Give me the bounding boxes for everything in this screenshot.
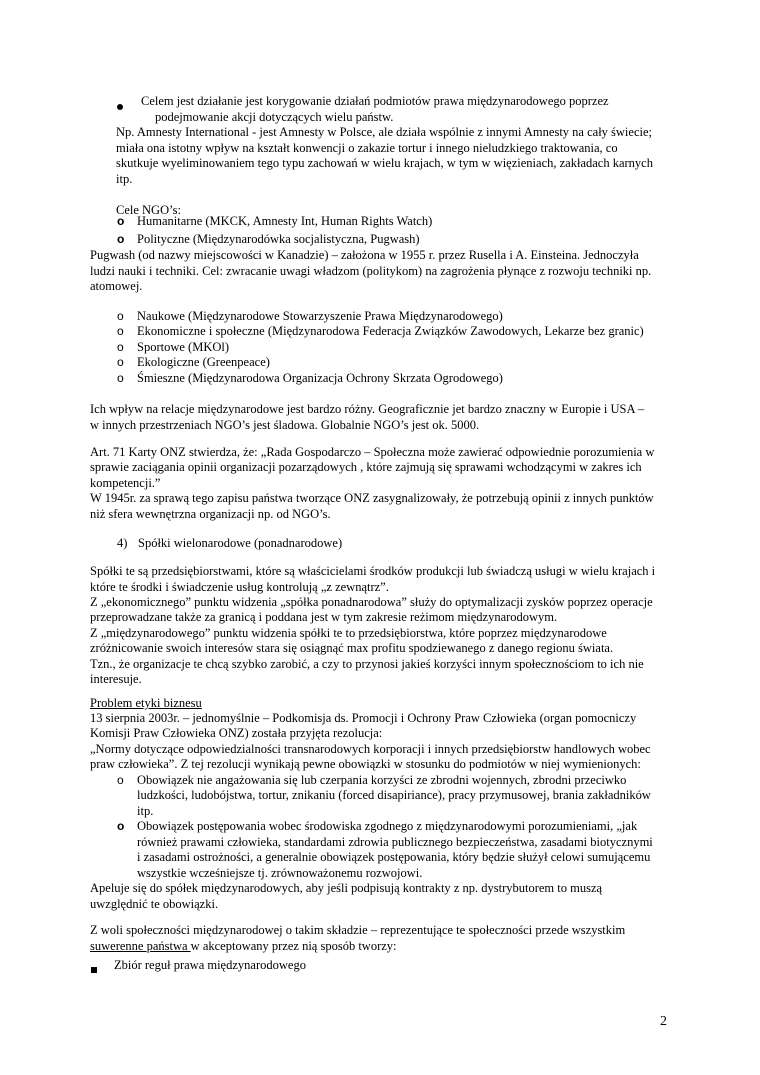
text-line: Art. 71 Karty ONZ stwierdza, że: „Rada Gospodarczo – Społeczna może zawierać odpowiednie porozumienia w	[90, 445, 655, 459]
list-item-line: Obowiązek nie angażowania się lub czerpania korzyści ze zbrodni wojennych, zbrodni przeciwko	[137, 773, 627, 787]
text-line: Tzn., że organizacje te chcą szybko zarobić, a czy to przynosi jakieś korzyści innym społecznościom to ich nie	[90, 657, 644, 671]
list-item-line: ludzkości, ludobójstwa, tortur, znikaniu (forced disapiriance), pracy przymusowej, brania zakładników	[137, 788, 651, 802]
list-item: Polityczne (Międzynarodówka socjalistyczna, Pugwash)	[137, 232, 420, 246]
text-line: Spółki te są przedsiębiorstwami, które są właścicielami środków produkcji lub świadczą usługi w wielu krajach i	[90, 564, 656, 578]
list-item: Ekonomiczne i społeczne (Międzynarodowa Federacja Związków Zawodowych, Lekarze bez granic)	[137, 324, 644, 338]
text-line: miała ona istotny wpływ na kształt konwencji o zakazie tortur i innego nieludzkiego traktowania, co	[116, 141, 618, 155]
bullet-text-line: Zbiór reguł prawa międzynarodowego	[114, 958, 306, 972]
text-line: sprawie zaciągania opinii organizacji pozarządowych , które zajmują się sprawami wchodzącymi w zakres ich	[90, 460, 642, 474]
text-line: skutkuje wyeliminowaniem tego typu zachowań w wielu krajach, w tym w więzieniach, zakładach karnych	[116, 156, 653, 170]
list-item: Naukowe (Międzynarodowe Stowarzyszenie Prawa Międzynarodowego)	[137, 309, 503, 323]
text-line: praw człowieka”. Z tej rezolucji wynikają pewne obowiązki w stosunku do podmiotów w niej wymienionych:	[90, 757, 641, 771]
text-line	[90, 939, 397, 955]
circle-bullet-icon: o	[117, 324, 124, 338]
text-line: Pugwash (od nazwy miejscowości w Kanadzie) – założona w 1955 r. przez Rusella i A. Einsteina. Jednoczyła	[90, 248, 639, 262]
bullet-icon	[117, 99, 133, 115]
text-line: Z woli społeczności międzynarodowej o takim składzie – reprezentujące te społeczności przede wszystkim	[90, 923, 626, 937]
text-line: w innych przestrzeniach NGO’s jest śladowa. Globalnie NGO’s jest ok. 5000.	[90, 418, 480, 432]
text-line: „Normy dotyczące odpowiedzialności transnarodowych korporacji i innych przedsiębiorstw handlowych wobec	[90, 742, 651, 756]
text-line: interesuje.	[90, 672, 142, 686]
text-line: przeprowadzane także za granicą i poddana jest w tym zakresie reżimom międzynarodowym.	[90, 610, 558, 624]
text-line: ludzi nauki i techniki. Cel: zwracanie uwagi władzom (politykom) na zagrożenia płynące z rozwoju techniki np.	[90, 264, 652, 278]
cele-heading: Cele NGO’s:	[116, 203, 181, 217]
text-line: atomowej.	[90, 279, 143, 293]
text-line: uwzględnić te obowiązki.	[90, 897, 219, 911]
section-number: 4)	[117, 536, 128, 550]
list-item: Ekologiczne (Greenpeace)	[137, 355, 270, 369]
text-line: które te środki i świadczenie usług kontrolują „z zewnątrz”.	[90, 580, 389, 594]
page-number: 2	[660, 1014, 667, 1029]
circle-bullet-icon: o	[117, 340, 124, 354]
circle-bullet-icon: o	[117, 214, 125, 228]
text-line: kompetencji.”	[90, 476, 161, 490]
list-item: Sportowe (MKOl)	[137, 340, 230, 354]
text-line: Apeluje się do spółek międzynarodowych, aby jeśli podpisują kontrakty z np. dystrybutorem to muszą	[90, 881, 603, 895]
section-title: Spółki wielonarodowe (ponadnarodowe)	[138, 536, 343, 550]
list-item-line: wszystkie wcześniejsze tj. zrównoważonemu rozwojowi.	[137, 866, 423, 880]
list-item-line: i zasadami ostrożności, a generalnie obowiązek postępowania, który będzie służył celowi sumującemu	[137, 850, 651, 864]
text-line: itp.	[116, 172, 133, 186]
list-item-line: również prawami człowieka, standardami zdrowia publicznego bezpieczeństwa, zasadami biotycznymi	[137, 835, 653, 849]
circle-bullet-icon: o	[117, 819, 125, 833]
circle-bullet-icon: o	[117, 773, 124, 787]
square-bullet-icon	[91, 962, 107, 978]
circle-bullet-icon: o	[117, 355, 124, 369]
text-line: Z „międzynarodowego” punktu widzenia spółki te to przedsiębiorstwa, które poprzez międzynarodowe	[90, 626, 607, 640]
text-line: Ich wpływ na relacje międzynarodowe jest bardzo różny. Geograficznie jet bardzo znaczny w Europie i USA –	[90, 402, 645, 416]
list-item: Śmieszne (Międzynarodowa Organizacja Ochrony Skrzata Ogrodowego)	[137, 371, 503, 385]
text-span: w akceptowany przez nią sposób tworzy:	[190, 939, 397, 953]
text-line: W 1945r. za sprawą tego zapisu państwa tworzące ONZ zasygnalizowały, że potrzebują opinii z innych punktów	[90, 491, 654, 505]
list-item: Humanitarne (MKCK, Amnesty Int, Human Rights Watch)	[137, 214, 433, 228]
etyka-heading: Problem etyki biznesu	[90, 696, 202, 710]
text-line: niż sfera wewnętrzna organizacji np. od NGO’s.	[90, 507, 331, 521]
text-line: Komisji Praw Człowieka ONZ) została przyjęta rezolucja:	[90, 726, 383, 740]
list-item-line: Obowiązek postępowania wobec środowiska zgodnego z międzynarodowymi porozumieniami, „jak	[137, 819, 638, 833]
list-item-line: itp.	[137, 804, 154, 818]
bullet-text-line: Celem jest działanie jest korygowanie działań podmiotów prawa międzynarodowego poprzez	[141, 94, 609, 108]
text-line: 13 sierpnia 2003r. – jednomyślnie – Podkomisja ds. Promocji i Ochrony Praw Człowieka (organ pomocniczy	[90, 711, 637, 725]
circle-bullet-icon: o	[117, 371, 124, 385]
text-line: Z „ekonomicznego” punktu widzenia „spółka ponadnarodowa” służy do optymalizacji zysków poprzez operacje	[90, 595, 653, 609]
circle-bullet-icon: o	[117, 309, 124, 323]
circle-bullet-icon: o	[117, 232, 125, 246]
bullet-text-line: podejmowanie akcji dotyczących wielu państw.	[155, 110, 394, 124]
text-line: zróżnicowanie swoich interesów stara się osiągnąć max profitu spodziewanego z danego regionu świata.	[90, 641, 614, 655]
text-line: Np. Amnesty International - jest Amnesty w Polsce, ale działa wspólnie z innymi Amnesty na cały świecie;	[116, 125, 652, 139]
underlined-term: suwerenne państwa	[90, 939, 191, 953]
